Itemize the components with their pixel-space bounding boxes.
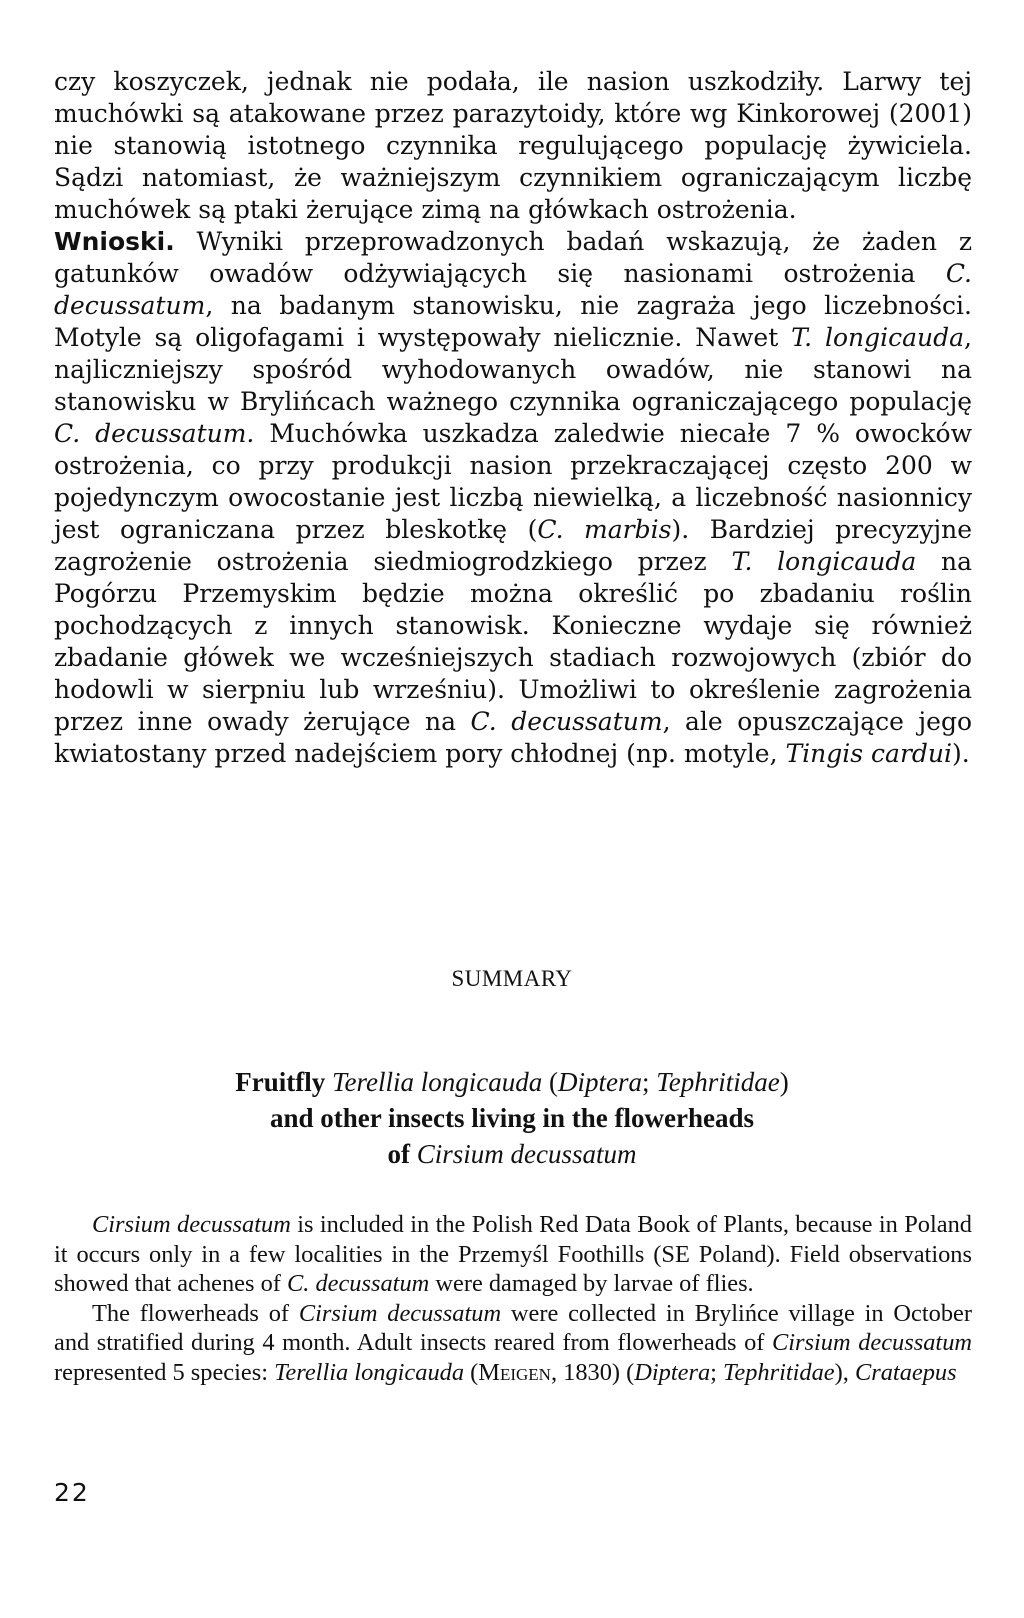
title-text: of <box>387 1139 417 1169</box>
species-name: T. longicauda <box>731 547 917 576</box>
summary-paragraph-2 <box>54 1299 972 1388</box>
title-text: ; <box>641 1067 657 1097</box>
text-run: were collected in Brylińce village in October and stratified during 4 month. Adult insects reared from flowerheads of <box>54 1299 972 1356</box>
species-name: T. longicauda <box>791 323 965 352</box>
title-species: Terellia longicauda <box>331 1067 543 1097</box>
text-run: ). Bardziej precyzyjne zagrożenie ostrożenia siedmiogrodzkiego przez <box>54 515 972 576</box>
text-run: The flowerheads of <box>92 1299 299 1327</box>
text-run: , 1830) ( <box>550 1358 635 1386</box>
author-name: Meigen <box>478 1358 551 1386</box>
text-run: ). <box>952 739 970 768</box>
summary-body <box>54 1210 972 1387</box>
title-line-1 <box>0 1064 1024 1100</box>
text-run: is included in the Polish Red Data Book of Plants, because in Poland it occurs only in a few localities in the Przemyśl Foothills (SE Poland). Field observations showed that achenes of <box>54 1211 972 1297</box>
taxon-name: Tephritidae <box>723 1358 835 1386</box>
species-name: Crataepus <box>854 1358 957 1386</box>
summary-paragraph-1 <box>54 1210 972 1299</box>
polish-conclusions-paragraph <box>54 66 972 770</box>
title-line-2 <box>0 1100 1024 1136</box>
title-text: and other insects living in the flowerheads <box>269 1103 755 1133</box>
title-species: Cirsium decussatum <box>416 1139 637 1169</box>
species-name: Cirsium decussatum <box>92 1211 291 1238</box>
title-taxon: Diptera <box>557 1067 642 1097</box>
species-name: Terellia longicauda <box>274 1358 465 1386</box>
species-name: C. decussatum <box>287 1270 430 1297</box>
text-run: ( <box>464 1358 479 1386</box>
text-run: , najliczniejszy spośród wyhodowanych owadów, nie stanowi na stanowisku w Brylińcach ważnego czynnika ograniczającego populację <box>54 323 972 416</box>
species-name: C. decussatum <box>470 707 663 736</box>
text-run: were damaged by larvae of flies. <box>429 1270 754 1297</box>
species-name: C. marbis <box>537 515 672 544</box>
page-number: 22 <box>54 1478 90 1507</box>
text-run: ), <box>834 1358 855 1386</box>
text-run: , ale opuszczające jego kwiatostany przed nadejściem pory chłodnej (np. motyle, <box>54 707 972 768</box>
summary-title <box>0 1064 1024 1172</box>
text-run: Wyniki przeprowadzonych badań wskazują, że żaden z gatunków owadów odżywiających się nasionami ostrożenia <box>54 227 972 288</box>
text-run: na Pogórzu Przemyskim będzie można określić po zbadaniu roślin pochodzących z innych stanowisk. Konieczne wydaje się również zbadanie główek we wcześniejszych stadiach rozwojowych (zbiór do hodowli w sierpniu lub wrześniu). Umożliwi to określenie zagrożenia przez inne owady żerujące na <box>54 547 972 736</box>
title-text: ( <box>542 1067 558 1097</box>
text-run: Muchówka uszkadza zaledwie niecałe 7 % owocków ostrożenia, co przy produkcji nasion przekraczającej często 200 w pojedynczym owocostanie jest liczbą niewielką, a liczebność nasionnicy jest ograniczana przez bleskotkę ( <box>54 419 972 544</box>
section-lead-wnioski: Wnioski. <box>54 227 175 256</box>
title-text: Fruitfly <box>235 1067 332 1097</box>
text-run: ; <box>710 1358 724 1386</box>
summary-heading: SUMMARY <box>451 966 573 991</box>
text-run: , na badanym stanowisku, nie zagraża jego liczebności. Motyle są oligofagami i występowały nielicznie. Nawet <box>54 291 972 352</box>
species-name: C. decussatum. <box>54 419 255 448</box>
title-line-3 <box>0 1136 1024 1172</box>
text-run: represented 5 species: <box>54 1358 275 1386</box>
species-name: C. decussatum <box>54 259 972 320</box>
title-taxon: Tephritidae <box>656 1067 780 1097</box>
species-name: Cirsium decussatum <box>298 1299 502 1327</box>
text-run: czy koszyczek, jednak nie podała, ile nasion uszkodziły. Larwy tej muchówki są atakowane przez parazytoidy, które wg Kinkorowej (2001) nie stanowią istotnego czynnika regulującego populację żywiciela. Sądzi natomiast, że ważniejszym czynnikiem ograniczającym liczbę muchówek są ptaki żerujące zimą na główkach ostrożenia. <box>54 67 972 224</box>
taxon-name: Diptera <box>634 1358 711 1386</box>
species-name: Tingis cardui <box>785 739 953 768</box>
species-name: Cirsium decussatum <box>772 1329 972 1356</box>
title-text: ) <box>779 1067 789 1097</box>
